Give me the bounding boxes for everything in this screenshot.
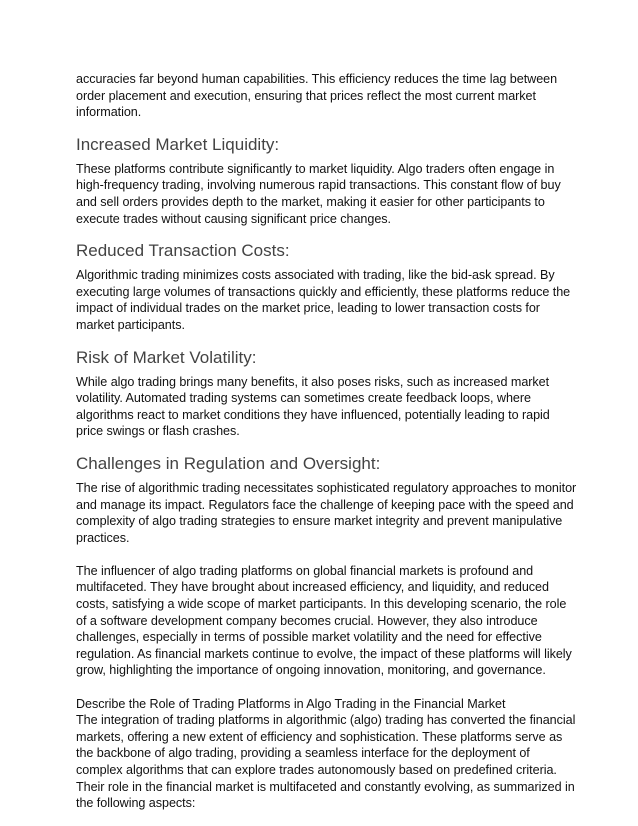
- paragraph-market-liquidity: These platforms contribute significantly to market liquidity. Algo traders often engage in high-frequency trading, involving numerous rapid transactions. This constant flow of buy and sell orders provides depth to the market, making it easier for other participants to execute trades without causing significant price changes.: [76, 161, 561, 226]
- heading-market-volatility: Risk of Market Volatility:: [76, 347, 257, 367]
- heading-transaction-costs: Reduced Transaction Costs:: [76, 241, 290, 261]
- describe-title: Describe the Role of Trading Platforms in Algo Trading in the Financial Market: [76, 696, 506, 711]
- paragraph-transaction-costs: Algorithmic trading minimizes costs associated with trading, like the bid-ask spread. By executing large volumes of transactions quickly and efficiently, these platforms reduce the impact of individual trades on the market price, leading to lower transaction costs for market participants.: [76, 268, 571, 332]
- paragraph-regulation-oversight: The rise of algorithmic trading necessitates sophisticated regulatory approaches to monitor and manage its impact. Regulators face the challenge of keeping pace with the speed and complexity of algo trading strategies to ensure market integrity and prevent manipulative practices.: [76, 480, 577, 545]
- conclusion-paragraph: The influencer of algo trading platforms on global financial markets is profound and multifaceted. They have brought about increased efficiency, and liquidity, and reduced costs, satisfying a wide scope of market participants. In this developing scenario, the role of a software development company becomes crucial. However, they also introduce challenges, especially in terms of possible market volatility and the need for effective regulation. As financial markets continue to evolve, the impact of these platforms will likely grow, highlighting the importance of ongoing innovation, monitoring, and governance.: [76, 563, 572, 678]
- heading-regulation-oversight: Challenges in Regulation and Oversight:: [76, 453, 381, 473]
- describe-paragraph: The integration of trading platforms in algorithmic (algo) trading has converted the financial markets, offering a new extent of efficiency and sophistication. These platforms serve as the backbone of algo trading, providing a seamless interface for the deployment of complex algorithms that can explore trades autonomously based on predefined criteria. Their role in the financial market is multifaceted and constantly evolving, as summarized in the following aspects:: [76, 713, 576, 811]
- paragraph-market-volatility: While algo trading brings many benefits, it also poses risks, such as increased market volatility. Automated trading systems can sometimes create feedback loops, where algorithms react to market conditions they have influenced, potentially leading to rapid price swings or flash crashes.: [76, 374, 550, 439]
- intro-paragraph: accuracies far beyond human capabilities. This efficiency reduces the time lag between order placement and execution, ensuring that prices reflect the most current market information.: [76, 72, 558, 120]
- heading-market-liquidity: Increased Market Liquidity:: [76, 134, 280, 154]
